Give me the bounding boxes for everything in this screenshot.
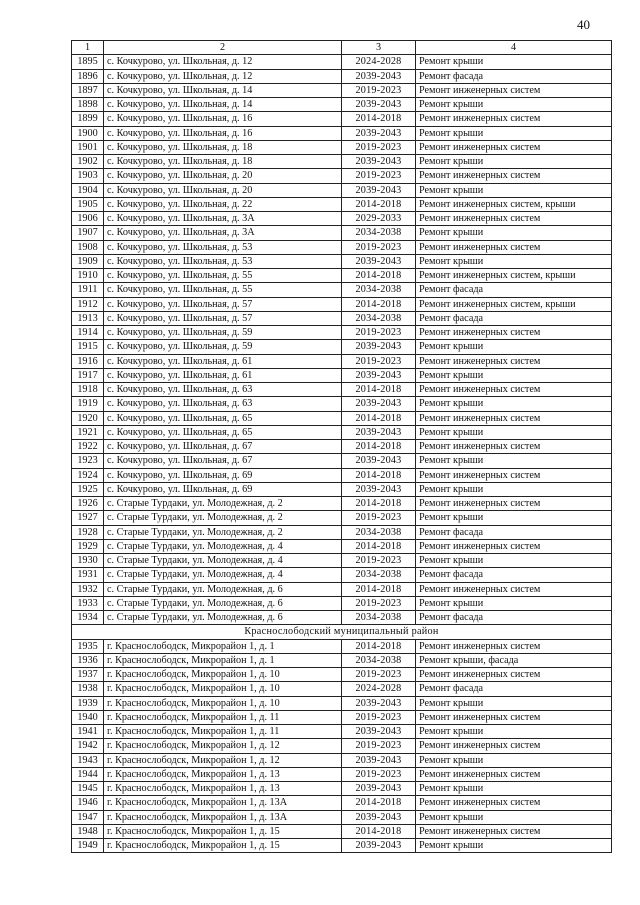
cell-work: Ремонт крыши [416,482,612,496]
cell-work: Ремонт инженерных систем [416,582,612,596]
table-row [72,639,612,653]
cell-work: Ремонт крыши [416,226,612,240]
cell-work: Ремонт инженерных систем [416,497,612,511]
table-row [72,596,612,610]
table-row [72,710,612,724]
cell-period: 2039-2043 [342,753,416,767]
table-row [72,283,612,297]
header-cell-number: 1 [72,41,104,55]
table-body-part1 [72,55,612,625]
cell-address: с. Старые Турдаки, ул. Молодежная, д. 6 [104,582,342,596]
cell-period: 2034-2038 [342,311,416,325]
cell-period: 2019-2023 [342,354,416,368]
cell-address: с. Кочкурово, ул. Школьная, д. 57 [104,311,342,325]
cell-period: 2034-2038 [342,653,416,667]
cell-number: 1915 [72,340,104,354]
cell-period: 2034-2038 [342,611,416,625]
cell-address: с. Кочкурово, ул. Школьная, д. 16 [104,112,342,126]
cell-address: с. Старые Турдаки, ул. Молодежная, д. 6 [104,611,342,625]
cell-period: 2019-2023 [342,511,416,525]
cell-address: с. Старые Турдаки, ул. Молодежная, д. 4 [104,554,342,568]
cell-work: Ремонт фасада [416,69,612,83]
cell-number: 1931 [72,568,104,582]
cell-work: Ремонт инженерных систем [416,212,612,226]
cell-work: Ремонт инженерных систем [416,440,612,454]
cell-number: 1932 [72,582,104,596]
section-row [72,625,612,639]
cell-work: Ремонт фасада [416,283,612,297]
cell-period: 2019-2023 [342,710,416,724]
cell-number: 1923 [72,454,104,468]
cell-work: Ремонт крыши [416,696,612,710]
table-row [72,782,612,796]
cell-work: Ремонт крыши, фасада [416,653,612,667]
table-row [72,69,612,83]
cell-address: с. Старые Турдаки, ул. Молодежная, д. 2 [104,511,342,525]
table-row [72,311,612,325]
cell-address: с. Кочкурово, ул. Школьная, д. 59 [104,340,342,354]
cell-number: 1914 [72,326,104,340]
cell-number: 1921 [72,425,104,439]
cell-period: 2039-2043 [342,725,416,739]
cell-number: 1934 [72,611,104,625]
cell-work: Ремонт инженерных систем, крыши [416,269,612,283]
cell-work: Ремонт крыши [416,98,612,112]
cell-work: Ремонт инженерных систем [416,83,612,97]
cell-address: с. Старые Турдаки, ул. Молодежная, д. 4 [104,539,342,553]
cell-work: Ремонт инженерных систем [416,710,612,724]
cell-period: 2014-2018 [342,383,416,397]
cell-number: 1924 [72,468,104,482]
cell-address: г. Краснослободск, Микрорайон 1, д. 12 [104,753,342,767]
cell-address: с. Старые Турдаки, ул. Молодежная, д. 2 [104,525,342,539]
cell-address: с. Кочкурово, ул. Школьная, д. 12 [104,55,342,69]
cell-number: 1936 [72,653,104,667]
cell-number: 1902 [72,155,104,169]
cell-work: Ремонт фасада [416,611,612,625]
cell-work: Ремонт крыши [416,368,612,382]
cell-address: г. Краснослободск, Микрорайон 1, д. 10 [104,696,342,710]
cell-period: 2034-2038 [342,283,416,297]
cell-address: с. Кочкурово, ул. Школьная, д. 61 [104,354,342,368]
cell-address: с. Кочкурово, ул. Школьная, д. 20 [104,169,342,183]
table-row [72,653,612,667]
cell-period: 2014-2018 [342,468,416,482]
cell-period: 2039-2043 [342,454,416,468]
table-row [72,668,612,682]
cell-address: с. Кочкурово, ул. Школьная, д. 67 [104,440,342,454]
cell-address: с. Кочкурово, ул. Школьная, д. 65 [104,411,342,425]
cell-period: 2014-2018 [342,411,416,425]
cell-work: Ремонт инженерных систем [416,140,612,154]
cell-address: с. Кочкурово, ул. Школьная, д. 53 [104,254,342,268]
cell-address: с. Кочкурово, ул. Школьная, д. 65 [104,425,342,439]
cell-work: Ремонт фасада [416,682,612,696]
repair-schedule-table [71,40,612,853]
cell-period: 2014-2018 [342,197,416,211]
cell-number: 1919 [72,397,104,411]
cell-address: с. Кочкурово, ул. Школьная, д. 69 [104,482,342,496]
cell-period: 2039-2043 [342,810,416,824]
cell-number: 1901 [72,140,104,154]
cell-number: 1935 [72,639,104,653]
cell-period: 2019-2023 [342,240,416,254]
cell-number: 1943 [72,753,104,767]
cell-address: с. Кочкурово, ул. Школьная, д. 22 [104,197,342,211]
table-row [72,140,612,154]
cell-work: Ремонт крыши [416,155,612,169]
cell-work: Ремонт инженерных систем [416,326,612,340]
header-cell-work: 4 [416,41,612,55]
cell-address: с. Кочкурово, ул. Школьная, д. 20 [104,183,342,197]
cell-address: с. Кочкурово, ул. Школьная, д. 63 [104,383,342,397]
table-row [72,696,612,710]
cell-work: Ремонт крыши [416,782,612,796]
cell-period: 2039-2043 [342,425,416,439]
cell-period: 2019-2023 [342,140,416,154]
table-row [72,554,612,568]
cell-period: 2014-2018 [342,269,416,283]
cell-address: с. Кочкурово, ул. Школьная, д. 3А [104,226,342,240]
cell-number: 1906 [72,212,104,226]
cell-number: 1918 [72,383,104,397]
cell-period: 2039-2043 [342,155,416,169]
table-row [72,454,612,468]
cell-work: Ремонт инженерных систем [416,639,612,653]
cell-work: Ремонт фасада [416,525,612,539]
cell-number: 1920 [72,411,104,425]
cell-period: 2039-2043 [342,368,416,382]
table-row [72,725,612,739]
cell-address: с. Старые Турдаки, ул. Молодежная, д. 6 [104,596,342,610]
cell-period: 2034-2038 [342,226,416,240]
cell-number: 1903 [72,169,104,183]
table-row [72,112,612,126]
cell-number: 1904 [72,183,104,197]
cell-period: 2014-2018 [342,582,416,596]
cell-work: Ремонт крыши [416,126,612,140]
table-row [72,425,612,439]
cell-address: г. Краснослободск, Микрорайон 1, д. 15 [104,839,342,853]
table-row [72,810,612,824]
cell-work: Ремонт крыши [416,753,612,767]
table-row [72,326,612,340]
cell-period: 2039-2043 [342,696,416,710]
cell-address: с. Старые Турдаки, ул. Молодежная, д. 2 [104,497,342,511]
cell-period: 2039-2043 [342,482,416,496]
table-row [72,297,612,311]
cell-number: 1940 [72,710,104,724]
cell-period: 2039-2043 [342,397,416,411]
cell-work: Ремонт инженерных систем [416,354,612,368]
cell-work: Ремонт крыши [416,454,612,468]
cell-number: 1896 [72,69,104,83]
cell-period: 2014-2018 [342,796,416,810]
table-row [72,411,612,425]
table-row [72,739,612,753]
cell-address: с. Кочкурово, ул. Школьная, д. 14 [104,83,342,97]
cell-number: 1913 [72,311,104,325]
table-row [72,753,612,767]
cell-address: г. Краснослободск, Микрорайон 1, д. 11 [104,725,342,739]
table-row [72,340,612,354]
table-row [72,212,612,226]
table-row [72,126,612,140]
cell-number: 1939 [72,696,104,710]
table-row [72,568,612,582]
table-header-row [72,41,612,55]
cell-period: 2039-2043 [342,839,416,853]
table-row [72,525,612,539]
cell-period: 2039-2043 [342,98,416,112]
cell-address: с. Кочкурово, ул. Школьная, д. 14 [104,98,342,112]
cell-period: 2024-2028 [342,682,416,696]
cell-period: 2019-2023 [342,767,416,781]
table-row [72,269,612,283]
table-row [72,226,612,240]
cell-number: 1897 [72,83,104,97]
cell-work: Ремонт инженерных систем [416,796,612,810]
cell-address: с. Кочкурово, ул. Школьная, д. 18 [104,140,342,154]
cell-address: г. Краснослободск, Микрорайон 1, д. 1 [104,653,342,667]
cell-address: с. Кочкурово, ул. Школьная, д. 59 [104,326,342,340]
cell-work: Ремонт крыши [416,839,612,853]
cell-number: 1928 [72,525,104,539]
cell-address: г. Краснослободск, Микрорайон 1, д. 12 [104,739,342,753]
cell-address: г. Краснослободск, Микрорайон 1, д. 10 [104,682,342,696]
cell-work: Ремонт инженерных систем [416,411,612,425]
table-row [72,98,612,112]
cell-period: 2014-2018 [342,440,416,454]
cell-period: 2034-2038 [342,525,416,539]
cell-period: 2014-2018 [342,112,416,126]
cell-number: 1917 [72,368,104,382]
cell-address: с. Кочкурово, ул. Школьная, д. 53 [104,240,342,254]
table-row [72,682,612,696]
cell-number: 1912 [72,297,104,311]
cell-number: 1900 [72,126,104,140]
cell-number: 1927 [72,511,104,525]
header-cell-period: 3 [342,41,416,55]
cell-period: 2014-2018 [342,639,416,653]
cell-number: 1929 [72,539,104,553]
cell-address: с. Кочкурово, ул. Школьная, д. 61 [104,368,342,382]
cell-period: 2019-2023 [342,739,416,753]
table-row [72,611,612,625]
cell-address: г. Краснослободск, Микрорайон 1, д. 15 [104,824,342,838]
cell-work: Ремонт крыши [416,596,612,610]
table-row [72,197,612,211]
cell-address: с. Кочкурово, ул. Школьная, д. 55 [104,269,342,283]
table-row [72,83,612,97]
table-row [72,497,612,511]
cell-work: Ремонт инженерных систем [416,112,612,126]
cell-address: г. Краснослободск, Микрорайон 1, д. 13 [104,782,342,796]
table-row [72,155,612,169]
cell-address: г. Краснослободск, Микрорайон 1, д. 1 [104,639,342,653]
table-row [72,240,612,254]
table-row [72,839,612,853]
cell-period: 2029-2033 [342,212,416,226]
cell-work: Ремонт крыши [416,511,612,525]
cell-work: Ремонт крыши [416,725,612,739]
cell-work: Ремонт крыши [416,810,612,824]
table-row [72,796,612,810]
cell-number: 1946 [72,796,104,810]
cell-address: с. Кочкурово, ул. Школьная, д. 57 [104,297,342,311]
cell-work: Ремонт инженерных систем [416,240,612,254]
cell-number: 1930 [72,554,104,568]
cell-period: 2014-2018 [342,297,416,311]
table-row [72,511,612,525]
cell-number: 1909 [72,254,104,268]
cell-number: 1898 [72,98,104,112]
cell-period: 2039-2043 [342,340,416,354]
table-row [72,354,612,368]
cell-period: 2019-2023 [342,83,416,97]
cell-period: 2019-2023 [342,326,416,340]
table-row [72,368,612,382]
cell-work: Ремонт инженерных систем, крыши [416,297,612,311]
cell-period: 2019-2023 [342,668,416,682]
table-row [72,482,612,496]
cell-work: Ремонт фасада [416,311,612,325]
cell-period: 2034-2038 [342,568,416,582]
cell-work: Ремонт инженерных систем [416,468,612,482]
cell-work: Ремонт инженерных систем [416,739,612,753]
cell-number: 1910 [72,269,104,283]
cell-period: 2039-2043 [342,126,416,140]
cell-number: 1926 [72,497,104,511]
table-row [72,767,612,781]
cell-number: 1908 [72,240,104,254]
cell-work: Ремонт инженерных систем, крыши [416,197,612,211]
cell-address: г. Краснослободск, Микрорайон 1, д. 13А [104,796,342,810]
cell-work: Ремонт инженерных систем [416,767,612,781]
cell-address: г. Краснослободск, Микрорайон 1, д. 10 [104,668,342,682]
cell-work: Ремонт крыши [416,425,612,439]
cell-work: Ремонт крыши [416,183,612,197]
table-body-part2 [72,639,612,853]
cell-address: г. Краснослободск, Микрорайон 1, д. 11 [104,710,342,724]
cell-period: 2014-2018 [342,824,416,838]
cell-period: 2014-2018 [342,497,416,511]
cell-period: 2019-2023 [342,596,416,610]
table-row [72,169,612,183]
table-row [72,383,612,397]
cell-period: 2039-2043 [342,183,416,197]
cell-address: с. Кочкурово, ул. Школьная, д. 3А [104,212,342,226]
cell-work: Ремонт инженерных систем [416,169,612,183]
table-section [72,625,612,639]
cell-work: Ремонт крыши [416,254,612,268]
cell-work: Ремонт крыши [416,554,612,568]
cell-number: 1937 [72,668,104,682]
cell-number: 1925 [72,482,104,496]
cell-work: Ремонт инженерных систем [416,668,612,682]
cell-period: 2024-2028 [342,55,416,69]
cell-work: Ремонт инженерных систем [416,383,612,397]
table-row [72,183,612,197]
cell-number: 1947 [72,810,104,824]
cell-number: 1905 [72,197,104,211]
cell-period: 2039-2043 [342,69,416,83]
cell-number: 1944 [72,767,104,781]
table-row [72,55,612,69]
cell-address: с. Кочкурово, ул. Школьная, д. 63 [104,397,342,411]
cell-address: с. Кочкурово, ул. Школьная, д. 55 [104,283,342,297]
cell-work: Ремонт фасада [416,568,612,582]
cell-address: с. Кочкурово, ул. Школьная, д. 69 [104,468,342,482]
cell-work: Ремонт крыши [416,340,612,354]
table-row [72,582,612,596]
table-row [72,440,612,454]
cell-number: 1945 [72,782,104,796]
cell-address: г. Краснослободск, Микрорайон 1, д. 13А [104,810,342,824]
cell-number: 1941 [72,725,104,739]
cell-number: 1942 [72,739,104,753]
cell-work: Ремонт инженерных систем [416,539,612,553]
cell-address: с. Кочкурово, ул. Школьная, д. 18 [104,155,342,169]
table-row [72,254,612,268]
table-row [72,824,612,838]
table-row [72,397,612,411]
page-number: 40 [577,17,590,32]
cell-address: с. Кочкурово, ул. Школьная, д. 12 [104,69,342,83]
cell-work: Ремонт крыши [416,55,612,69]
cell-number: 1938 [72,682,104,696]
cell-number: 1948 [72,824,104,838]
cell-address: г. Краснослободск, Микрорайон 1, д. 13 [104,767,342,781]
cell-number: 1911 [72,283,104,297]
cell-address: с. Кочкурово, ул. Школьная, д. 67 [104,454,342,468]
cell-period: 2039-2043 [342,254,416,268]
cell-number: 1949 [72,839,104,853]
cell-number: 1907 [72,226,104,240]
cell-address: с. Кочкурово, ул. Школьная, д. 16 [104,126,342,140]
cell-period: 2014-2018 [342,539,416,553]
cell-number: 1933 [72,596,104,610]
cell-number: 1916 [72,354,104,368]
cell-period: 2039-2043 [342,782,416,796]
cell-number: 1899 [72,112,104,126]
cell-number: 1895 [72,55,104,69]
cell-work: Ремонт инженерных систем [416,824,612,838]
cell-period: 2019-2023 [342,169,416,183]
cell-number: 1922 [72,440,104,454]
table-row [72,539,612,553]
table-row [72,468,612,482]
header-cell-address: 2 [104,41,342,55]
cell-address: с. Старые Турдаки, ул. Молодежная, д. 4 [104,568,342,582]
cell-work: Ремонт крыши [416,397,612,411]
cell-period: 2019-2023 [342,554,416,568]
section-title: Краснослободский муниципальный район [72,625,612,639]
